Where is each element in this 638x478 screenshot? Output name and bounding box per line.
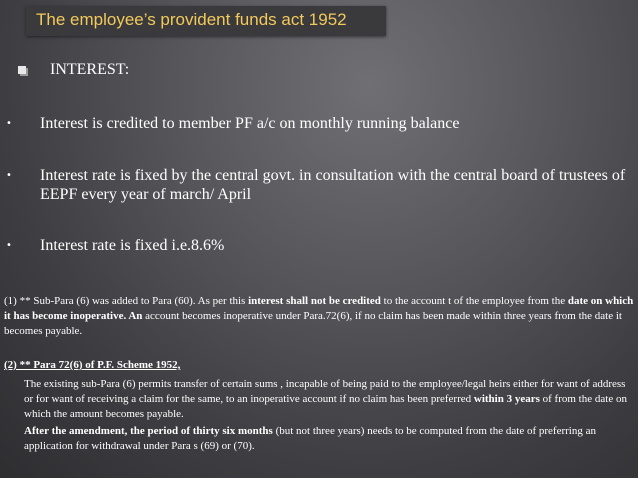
note-text: The existing sub-Para (6) permits transfer of certain sums , incapable of being paid to the employee/legal heirs either for want of address or for want of receiving a claim for the same, to an inoperative account if no claim has been preferred — [24, 378, 626, 405]
dot-bullet-icon: • — [6, 170, 12, 181]
dot-bullet-icon: • — [6, 240, 12, 251]
note-paragraph — [4, 377, 634, 422]
note-2 — [4, 358, 634, 454]
section-heading: INTEREST: — [50, 61, 130, 78]
note-text: (but not three years) needs to be computed from the date of preferring an application for withdrawal under Para s (69) or (70). — [24, 425, 596, 452]
slide-title: The employee’s provident funds act 1952 — [36, 10, 347, 29]
note-heading: (2) ** Para 72(6) of P.F. Scheme 1952, — [4, 359, 181, 371]
note-paragraph — [4, 424, 634, 454]
note-emphasis: After the amendment, the period of thirty six months — [24, 425, 273, 437]
square-bullet-icon — [18, 66, 26, 74]
bullet-text: Interest is credited to member PF a/c on monthly running balance — [40, 115, 460, 132]
note-emphasis: within 3 years — [473, 393, 540, 405]
title-bar — [26, 6, 386, 36]
bullet-text: Interest rate is fixed i.e.8.6% — [40, 237, 225, 254]
note-text: account becomes inoperative under Para.72(6), if no claim has been made within three years from the date it becomes payable. — [4, 310, 622, 337]
note-text: of from the date on which the amount becomes payable. — [24, 393, 627, 420]
note-text: to the account t of the employee from the — [380, 295, 568, 307]
note-emphasis: interest shall not be credited — [248, 295, 381, 307]
note-text: (1) ** Sub-Para (6) was added to Para (60). As per this — [4, 295, 249, 307]
note-emphasis: date on which it has become inoperative. An — [4, 295, 634, 322]
note-1 — [4, 294, 634, 339]
dot-bullet-icon: • — [6, 118, 12, 129]
bullet-text: Interest rate is fixed by the central govt. in consultation with the central board of trustees of EEPF every year of march/ April — [40, 167, 626, 203]
